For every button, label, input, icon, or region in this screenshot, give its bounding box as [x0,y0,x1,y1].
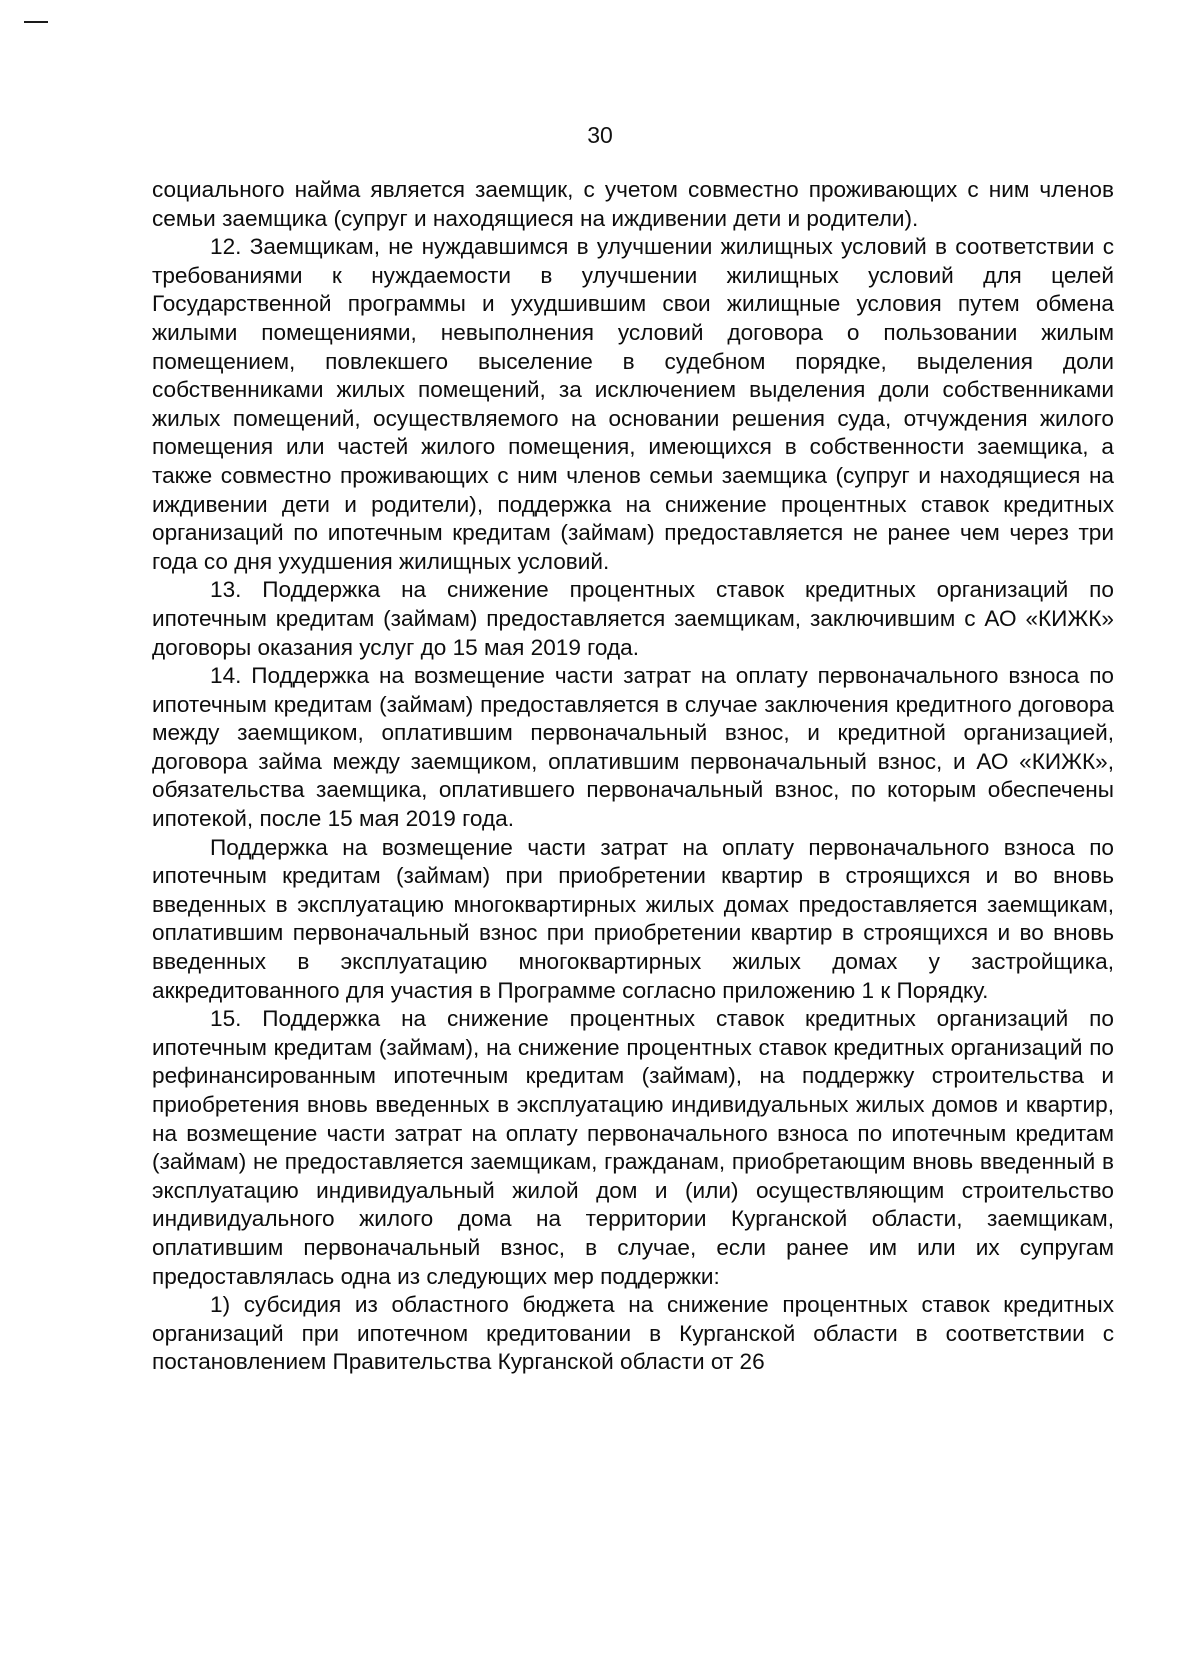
scan-mark [24,21,48,23]
paragraph-subitem-1: 1) субсидия из областного бюджета на снижение процентных ставок кредитных организаций при ипотечном кредитовании в Курганской области в соответствии с постановлением Правительства Курганской области от 26 [152,1292,1114,1375]
paragraph-item-14-cont: Поддержка на возмещение части затрат на оплату первоначального взноса по ипотечным кредитам (займам) при приобретении квартир в строящихся и во вновь введенных в эксплуатацию многоквартирных жилых домах предоставляется заемщикам, оплатившим первоначальный взнос при приобретении квартир в строящихся и во вновь введенных в эксплуатацию многоквартирных жилых домах у застройщика, аккредитованного для участия в Программе согласно приложению 1 к Порядку. [152,834,1114,1003]
document-body [152,176,1114,1377]
paragraph-item-13: 13. Поддержка на снижение процентных ставок кредитных организаций по ипотечным кредитам (займам) предоставляется заемщикам, заключившим с АО «КИЖК» договоры оказания услуг до 15 мая 2019 года. [152,577,1114,660]
page-number: 30 [587,122,613,148]
paragraph-item-15: 15. Поддержка на снижение процентных ставок кредитных организаций по ипотечным кредитам (займам), на снижение процентных ставок кредитных организаций по рефинансированным ипотечным кредитам (займам), на поддержку строительства и приобретения вновь введенных в эксплуатацию индивидуальных жилых домов и квартир, на возмещение части затрат на оплату первоначального взноса по ипотечным кредитам (займам) не предоставляется заемщикам, гражданам, приобретающим вновь введенный в эксплуатацию индивидуальный жилой дом и (или) осуществляющим строительство индивидуального жилого дома на территории Курганской области, заемщикам, оплатившим первоначальный взнос, в случае, если ранее им или их супругам предоставлялась одна из следующих мер поддержки: [152,1006,1114,1289]
paragraph-item-12: 12. Заемщикам, не нуждавшимся в улучшении жилищных условий в соответствии с требованиями к нуждаемости в улучшении жилищных условий для целей Государственной программы и ухудшившим свои жилищные условия путем обмена жилыми помещениями, невыполнения условий договора о пользовании жилым помещением, повлекшего выселение в судебном порядке, выделения доли собственниками жилых помещений, за исключением выделения доли собственниками жилых помещений, осуществляемого на основании решения суда, отчуждения жилого помещения или частей жилого помещения, имеющихся в собственности заемщика, а также совместно проживающих с ним членов семьи заемщика (супруг и находящиеся на иждивении дети и родители), поддержка на снижение процентных ставок кредитных организаций по ипотечным кредитам (займам) предоставляется не ранее чем через три года со дня ухудшения жилищных условий. [152,234,1114,574]
paragraph-item-14: 14. Поддержка на возмещение части затрат на оплату первоначального взноса по ипотечным кредитам (займам) предоставляется в случае заключения кредитного договора между заемщиком, оплатившим первоначальный взнос, и кредитной организацией, договора займа между заемщиком, оплатившим первоначальный взнос, и АО «КИЖК», обязательства заемщика, оплатившего первоначальный взнос, по которым обеспечены ипотекой, после 15 мая 2019 года. [152,663,1114,832]
paragraph-continuation: социального найма является заемщик, с учетом совместно проживающих с ним членов семьи заемщика (супруг и находящиеся на иждивении дети и родители). [152,177,1114,231]
